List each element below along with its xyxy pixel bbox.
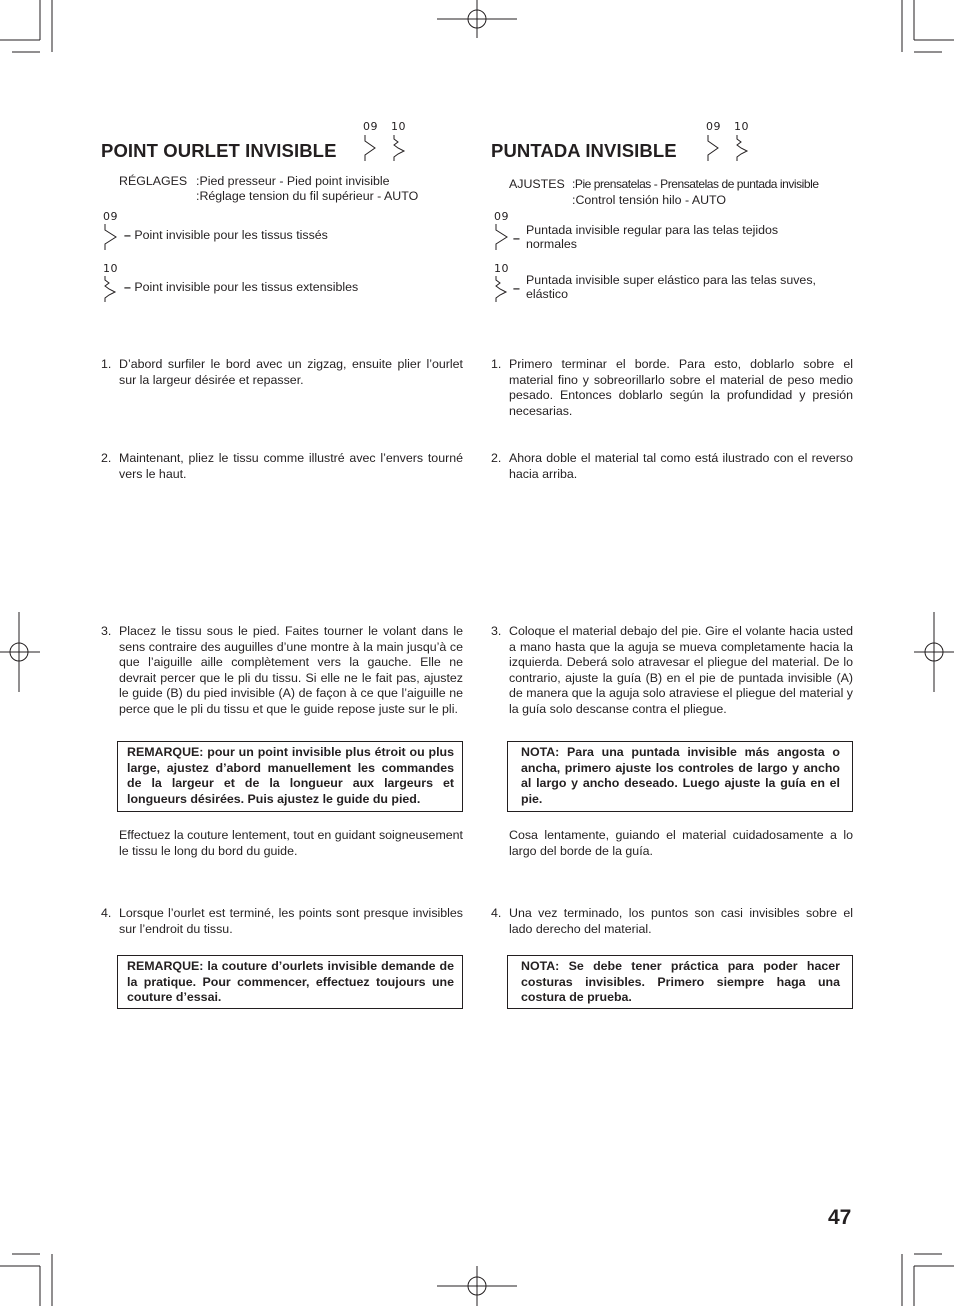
page-number: 47: [828, 1206, 852, 1229]
step-text: Una vez terminado, los puntos son casi invisibles sobre el lado derecho del material.: [509, 906, 853, 936]
right-stitch09-desc: Puntada invisible regular para las telas tejidos normales: [526, 223, 779, 251]
stitch-10-icon-number: 10: [103, 262, 118, 275]
stitch-09-icon: [493, 210, 513, 252]
dash-icon: –: [513, 231, 520, 245]
right-sew-text: Cosa lentamente, guiando el material cuidadosamente a lo largo del borde de la guía.: [509, 828, 853, 858]
step-number: 2.: [101, 451, 112, 465]
blind-stitch-icon: [362, 133, 412, 163]
stitch-10-icon: [493, 262, 513, 304]
right-settings-label: AJUSTES: [509, 177, 565, 191]
dash-icon: –: [124, 280, 131, 294]
stitch-09-symbol-icon: [493, 223, 513, 251]
stitch-10-symbol-icon: [493, 275, 513, 303]
stitch-09-icon-number: 09: [494, 210, 509, 223]
stitch-10-symbol-icon: [102, 275, 122, 303]
left-stitch10-desc: Point invisible pour les tissus extensibles: [134, 280, 359, 294]
step-number: 1.: [101, 357, 112, 371]
left-step-2: [101, 451, 463, 483]
step-number: 1.: [491, 357, 502, 371]
stitch-10-number: 10: [391, 120, 406, 133]
step-number: 4.: [491, 906, 502, 920]
step-text: Placez le tissu sous le pied. Faites tourner le volant dans le sens contraire des auguilles d’une montre à la main jusqu’à ce que l’aiguille aille complètement vers la gauche. Elle ne devrait percer que le pli du tissu. Si elle ne le fait pas, ajustez le guide (B) du pied invisible (A) de façon à ce que l’aiguille ne perce que le pli du tissu et que le guide repose juste sur le pli.: [119, 624, 463, 716]
step-number: 2.: [491, 451, 502, 465]
left-stitch10-row: [124, 280, 358, 296]
left-stitch09-row: [124, 228, 328, 244]
dash-icon: –: [124, 228, 131, 242]
right-header-stitch-icons: [705, 120, 755, 165]
left-stitch09-desc: Point invisible pour les tissus tissés: [134, 228, 328, 242]
right-note-2: NOTA: Se debe tener práctica para poder hacer costuras invisibles. Primero siempre haga una costura de prueba.: [507, 955, 853, 1009]
step-number: 3.: [101, 624, 112, 638]
right-note-1: NOTA: Para una puntada invisible más angosta o ancha, primero ajuste los controles de largo y ancho al largo y ancho deseado. Luego ajuste la guía en el pie.: [507, 741, 853, 812]
right-step-2: [491, 451, 853, 483]
step-text: Coloque el material debajo del pie. Gire el volante hacia usted a mano hasta que la aguja se mueva completamente hacia la izquierda. Deberá solo atravesar el pliegue del material. De lo contrario, ajuste la guía (B) en el pie de puntada invisible (A) de manera que la aguja solo atraviese el pliegue del material y la guía solo descanse contra el pliegue.: [509, 624, 853, 716]
step-text: D’abord surfiler le bord avec un zigzag, ensuite plier l’ourlet sur la largeur désirée et repasser.: [119, 357, 463, 387]
left-title: POINT OURLET INVISIBLE: [101, 140, 337, 161]
right-title: PUNTADA INVISIBLE: [491, 140, 677, 161]
right-step-4: [491, 906, 853, 938]
step-text: Maintenant, pliez le tissu comme illustré avec l’envers tourné vers le haut.: [119, 451, 463, 481]
right-settings-line1: :Pie prensatelas - Prensatelas de puntada invisible: [572, 177, 819, 191]
left-note-1: REMARQUE: pour un point invisible plus étroit ou plus large, ajustez d’abord manuellement les commandes de la largeur et de la longueur aux largeurs et longueurs désirées. Puis ajustez le guide du pied.: [117, 741, 463, 812]
blind-stitch-icon: [705, 133, 755, 163]
left-step-1: [101, 357, 463, 389]
stitch-09-icon: [102, 210, 122, 252]
right-step-1: [491, 357, 853, 421]
left-step-3: [101, 624, 463, 720]
stitch-09-number: 09: [363, 120, 378, 133]
left-settings-label: RÉGLAGES: [119, 174, 188, 188]
right-settings-line2: :Control tensión hilo - AUTO: [572, 193, 727, 207]
left-header-stitch-icons: [362, 120, 412, 165]
stitch-09-number: 09: [706, 120, 721, 133]
stitch-10-icon-number: 10: [494, 262, 509, 275]
step-text: Primero terminar el borde. Para esto, doblarlo sobre el material fino y sobreorillarlo sobre el material de peso medio pesado. Entonces doblarlo según la profundidad y presión necesarias.: [509, 357, 853, 418]
step-number: 4.: [101, 906, 112, 920]
left-settings-line2: :Réglage tension du fil supérieur - AUTO: [196, 189, 419, 203]
left-sew-text: Effectuez la couture lentement, tout en guidant soigneusement le tissu le long du bord du guide.: [119, 828, 463, 858]
step-text: Lorsque l’ourlet est terminé, les points sont presque invisibles sur l’endroit du tissu.: [119, 906, 463, 936]
stitch-09-icon-number: 09: [103, 210, 118, 223]
left-settings-line1: :Pied presseur - Pied point invisible: [196, 174, 390, 188]
stitch-10-icon: [102, 262, 122, 304]
step-number: 3.: [491, 624, 502, 638]
right-step-3: [491, 624, 853, 736]
right-stitch10-desc: Puntada invisible super elástico para las telas suves, elástico: [526, 273, 816, 301]
stitch-10-number: 10: [734, 120, 749, 133]
stitch-09-symbol-icon: [102, 223, 122, 251]
dash-icon: –: [513, 281, 520, 295]
step-text: Ahora doble el material tal como está ilustrado con el reverso hacia arriba.: [509, 451, 853, 481]
left-note-2: REMARQUE: la couture d’ourlets invisible demande de la pratique. Pour commencer, effectuez toujours une couture d’essai.: [117, 955, 463, 1009]
left-step-4: [101, 906, 463, 938]
